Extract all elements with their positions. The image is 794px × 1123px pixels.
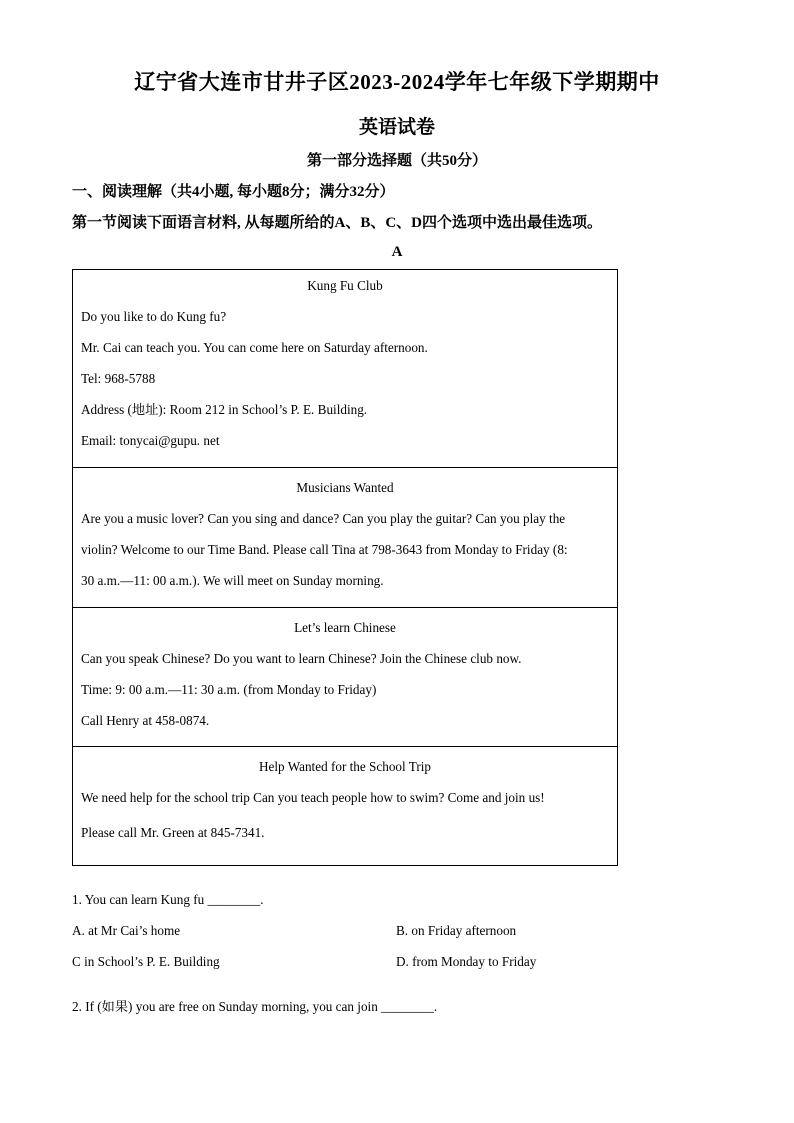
- ad-kung-fu-club: [73, 270, 617, 468]
- page-subtitle: 英语试卷: [358, 117, 435, 138]
- ad-line: 30 a.m.—11: 00 a.m.). We will meet on Sunday morning.: [81, 573, 384, 588]
- question-1-option-b: B. on Friday afternoon: [396, 923, 517, 938]
- ad-title: Help Wanted for the School Trip: [259, 759, 431, 774]
- page-title: 辽宁省大连市甘井子区2023-2024学年七年级下学期期中: [134, 70, 660, 94]
- ad-line: Can you speak Chinese? Do you want to learn Chinese? Join the Chinese club now.: [81, 651, 522, 666]
- question-1-stem: 1. You can learn Kung fu ________.: [72, 892, 264, 907]
- section-instruction: 第一节阅读下面语言材料, 从每题所给的A、B、C、D四个选项中选出最佳选项。: [72, 215, 603, 231]
- ad-line: Call Henry at 458-0874.: [81, 713, 210, 728]
- ad-learn-chinese: [73, 612, 617, 747]
- question-1-option-a: A. at Mr Cai’s home: [72, 923, 181, 938]
- ad-title: Musicians Wanted: [296, 480, 394, 495]
- part-heading: 第一部分选择题（共50分）: [306, 153, 487, 169]
- ad-title: Kung Fu Club: [307, 278, 383, 293]
- ad-line: Time: 9: 00 a.m.—11: 30 a.m. (from Monday to Friday): [81, 682, 377, 697]
- question-1-option-d: D. from Monday to Friday: [396, 954, 537, 969]
- ad-title: Let’s learn Chinese: [294, 620, 396, 635]
- question-1-option-c: C in School’s P. E. Building: [72, 954, 220, 969]
- ad-line: Please call Mr. Green at 845-7341.: [81, 825, 265, 840]
- ad-line: Are you a music lover? Can you sing and dance? Can you play the guitar? Can you play the: [81, 511, 566, 526]
- passage-letter: A: [391, 244, 403, 260]
- section-heading: 一、阅读理解（共4小题, 每小题8分；满分32分）: [72, 184, 395, 200]
- ads-table: [72, 269, 618, 866]
- ad-line: Address (地址): Room 212 in School’s P. E. Building.: [81, 402, 368, 417]
- ad-line: Email: tonycai@gupu. net: [81, 433, 220, 448]
- question-2-stem: 2. If (如果) you are free on Sunday morning, you can join ________.: [72, 999, 438, 1014]
- ad-line: Mr. Cai can teach you. You can come here on Saturday afternoon.: [81, 340, 428, 355]
- ad-help-wanted: [73, 751, 617, 865]
- ad-line: Do you like to do Kung fu?: [81, 309, 227, 324]
- ad-line: We need help for the school trip Can you teach people how to swim? Come and join us!: [81, 790, 545, 805]
- ad-musicians-wanted: [73, 472, 617, 608]
- ad-line: Tel: 968-5788: [81, 371, 156, 386]
- ad-line: violin? Welcome to our Time Band. Please call Tina at 798-3643 from Monday to Friday (8:: [81, 542, 568, 557]
